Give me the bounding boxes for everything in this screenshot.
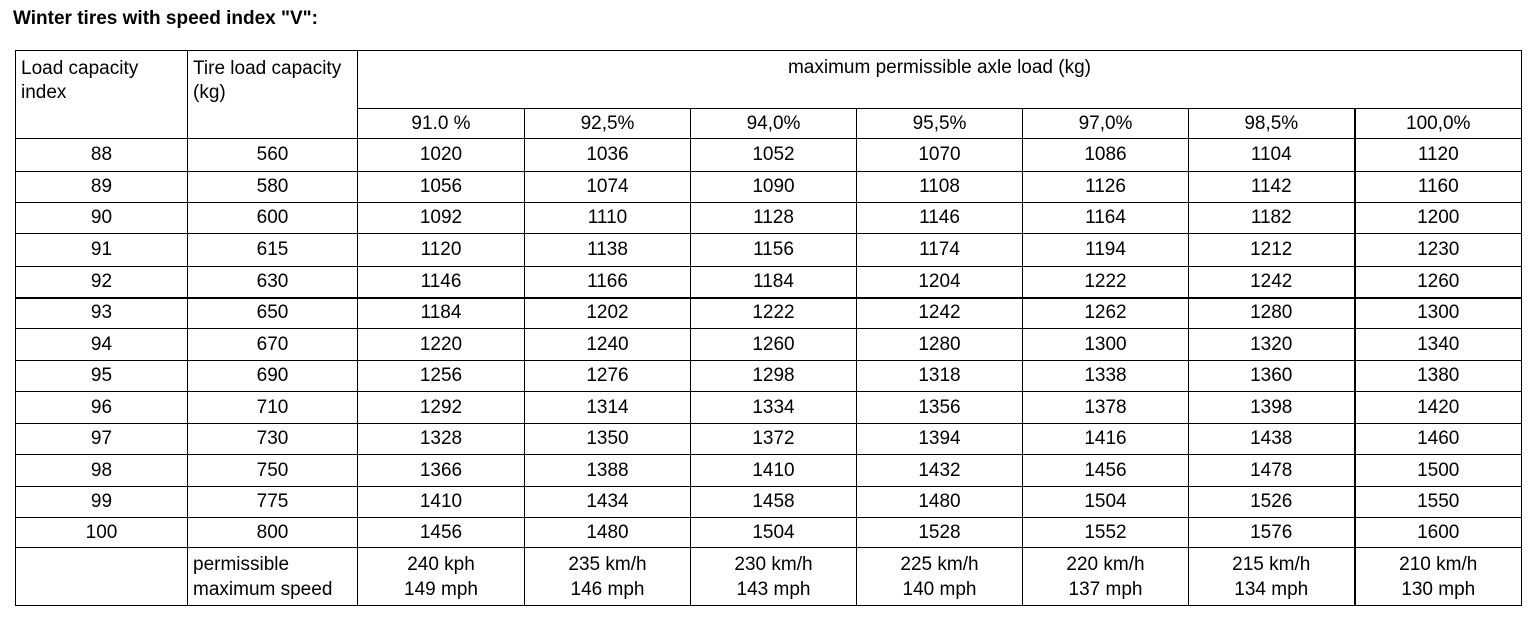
axle-load-cell: 1504 [691,518,857,548]
load-index-cell: 89 [16,172,188,203]
load-index-cell: 91 [16,234,188,267]
axle-load-cell: 1194 [1023,234,1189,267]
axle-load-cell: 1320 [1189,329,1355,361]
axle-load-cell: 1366 [358,455,525,487]
axle-load-cell: 1550 [1355,487,1522,518]
speed-mph: 146 mph [570,578,645,600]
table-row [16,361,1522,392]
table-row [16,424,1522,455]
axle-load-cell: 1052 [691,139,857,172]
axle-load-cell: 1160 [1355,172,1522,203]
speed-cell [1023,548,1189,606]
axle-load-cell: 1126 [1023,172,1189,203]
axle-load-cell: 1036 [525,139,691,172]
load-index-cell: 99 [16,487,188,518]
axle-load-cell: 1438 [1189,424,1355,455]
axle-load-cell: 1500 [1355,455,1522,487]
axle-load-cell: 1256 [358,361,525,392]
axle-load-cell: 1410 [358,487,525,518]
axle-load-cell: 1146 [857,203,1023,234]
axle-load-cell: 1090 [691,172,857,203]
axle-load-cell: 1020 [358,139,525,172]
load-index-cell: 88 [16,139,188,172]
axle-load-cell: 1328 [358,424,525,455]
tire-capacity-cell: 710 [188,392,358,424]
speed-cell [1189,548,1355,606]
axle-load-cell: 1410 [691,455,857,487]
load-index-cell: 90 [16,203,188,234]
axle-load-cell: 1300 [1355,298,1522,329]
axle-load-cell: 1200 [1355,203,1522,234]
axle-load-cell: 1420 [1355,392,1522,424]
speed-kmh: 220 km/h [1066,553,1145,575]
axle-load-cell: 1552 [1023,518,1189,548]
axle-load-cell: 1074 [525,172,691,203]
axle-load-cell: 1318 [857,361,1023,392]
table-row [16,234,1522,267]
axle-load-cell: 1300 [1023,329,1189,361]
header-percent: 97,0% [1023,109,1189,139]
axle-load-cell: 1260 [1355,267,1522,298]
speed-mph: 134 mph [1234,578,1309,600]
axle-load-cell: 1280 [857,329,1023,361]
speed-kmh: 230 km/h [734,553,813,575]
axle-load-cell: 1146 [358,267,525,298]
empty-cell [16,548,188,606]
axle-load-cell: 1204 [857,267,1023,298]
tire-capacity-cell: 630 [188,267,358,298]
header-percent: 91.0 % [358,109,525,139]
axle-load-cell: 1240 [525,329,691,361]
axle-load-cell: 1108 [857,172,1023,203]
axle-load-cell: 1182 [1189,203,1355,234]
header-load-capacity-index: Load capacity index [16,51,188,139]
tire-capacity-cell: 600 [188,203,358,234]
load-index-cell: 93 [16,298,188,329]
axle-load-cell: 1086 [1023,139,1189,172]
axle-load-cell: 1314 [525,392,691,424]
axle-load-table [15,50,1522,606]
axle-load-cell: 1276 [525,361,691,392]
axle-load-cell: 1070 [857,139,1023,172]
axle-load-cell: 1110 [525,203,691,234]
axle-load-cell: 1456 [1023,455,1189,487]
axle-load-cell: 1340 [1355,329,1522,361]
axle-load-cell: 1360 [1189,361,1355,392]
axle-load-cell: 1460 [1355,424,1522,455]
header-percent: 100,0% [1355,109,1522,139]
speed-kmh: 210 km/h [1399,553,1478,575]
speed-cell [358,548,525,606]
table-row [16,518,1522,548]
axle-load-cell: 1434 [525,487,691,518]
axle-load-cell: 1432 [857,455,1023,487]
axle-load-cell: 1156 [691,234,857,267]
axle-load-cell: 1480 [857,487,1023,518]
table-row [16,329,1522,361]
table-row [16,392,1522,424]
axle-load-cell: 1480 [525,518,691,548]
axle-load-cell: 1166 [525,267,691,298]
speed-kmh: 240 kph [407,553,475,575]
axle-load-cell: 1202 [525,298,691,329]
header-percent: 92,5% [525,109,691,139]
axle-load-cell: 1230 [1355,234,1522,267]
axle-load-cell: 1142 [1189,172,1355,203]
table-row [16,455,1522,487]
axle-load-cell: 1164 [1023,203,1189,234]
tire-capacity-cell: 560 [188,139,358,172]
speed-kmh: 215 km/h [1232,553,1311,575]
speed-cell [857,548,1023,606]
axle-load-cell: 1338 [1023,361,1189,392]
axle-load-cell: 1222 [1023,267,1189,298]
axle-load-cell: 1242 [1189,267,1355,298]
axle-load-cell: 1334 [691,392,857,424]
axle-load-cell: 1372 [691,424,857,455]
load-index-cell: 96 [16,392,188,424]
axle-load-cell: 1056 [358,172,525,203]
table-row [16,139,1522,172]
speed-cell [1355,548,1522,606]
table-row [16,203,1522,234]
axle-load-cell: 1292 [358,392,525,424]
tire-capacity-cell: 615 [188,234,358,267]
axle-load-cell: 1528 [857,518,1023,548]
axle-load-cell: 1298 [691,361,857,392]
tire-capacity-cell: 650 [188,298,358,329]
table-row [16,172,1522,203]
axle-load-cell: 1138 [525,234,691,267]
axle-load-cell: 1356 [857,392,1023,424]
load-index-cell: 97 [16,424,188,455]
header-max-axle-load: maximum permissible axle load (kg) [358,51,1522,109]
tire-capacity-cell: 800 [188,518,358,548]
axle-load-cell: 1456 [358,518,525,548]
speed-mph: 137 mph [1068,578,1143,600]
speed-kmh: 225 km/h [900,553,979,575]
speed-row [16,548,1522,606]
table-row [16,267,1522,298]
axle-load-cell: 1398 [1189,392,1355,424]
axle-load-cell: 1242 [857,298,1023,329]
header-percent: 94,0% [691,109,857,139]
axle-load-cell: 1104 [1189,139,1355,172]
axle-load-cell: 1576 [1189,518,1355,548]
axle-load-cell: 1212 [1189,234,1355,267]
axle-load-cell: 1600 [1355,518,1522,548]
speed-mph: 149 mph [404,578,478,600]
axle-load-cell: 1394 [857,424,1023,455]
axle-load-cell: 1184 [358,298,525,329]
axle-load-cell: 1262 [1023,298,1189,329]
axle-load-cell: 1128 [691,203,857,234]
axle-load-cell: 1458 [691,487,857,518]
axle-load-cell: 1120 [358,234,525,267]
axle-load-cell: 1220 [358,329,525,361]
speed-mph: 143 mph [736,578,811,600]
axle-load-cell: 1184 [691,267,857,298]
tire-capacity-cell: 670 [188,329,358,361]
axle-load-cell: 1388 [525,455,691,487]
header-percent: 98,5% [1189,109,1355,139]
axle-load-cell: 1378 [1023,392,1189,424]
load-index-cell: 95 [16,361,188,392]
speed-mph: 130 mph [1401,578,1476,600]
speed-mph: 140 mph [902,578,977,600]
load-index-cell: 100 [16,518,188,548]
tire-capacity-cell: 580 [188,172,358,203]
page-title: Winter tires with speed index "V": [13,8,319,29]
axle-load-cell: 1350 [525,424,691,455]
load-index-cell: 98 [16,455,188,487]
axle-load-cell: 1092 [358,203,525,234]
axle-load-cell: 1526 [1189,487,1355,518]
speed-cell [525,548,691,606]
speed-label-cell [188,548,358,606]
speed-label-text: permissible [193,553,290,575]
tire-capacity-cell: 730 [188,424,358,455]
speed-label-text: maximum speed [193,578,333,600]
load-index-cell: 94 [16,329,188,361]
header-tire-load-capacity: Tire load capacity (kg) [188,51,358,139]
table-row [16,487,1522,518]
axle-load-cell: 1280 [1189,298,1355,329]
axle-load-cell: 1478 [1189,455,1355,487]
load-index-cell: 92 [16,267,188,298]
axle-load-cell: 1222 [691,298,857,329]
tire-capacity-cell: 775 [188,487,358,518]
axle-load-cell: 1416 [1023,424,1189,455]
axle-load-cell: 1380 [1355,361,1522,392]
speed-cell [691,548,857,606]
axle-load-cell: 1174 [857,234,1023,267]
axle-load-cell: 1504 [1023,487,1189,518]
table-row [16,298,1522,329]
tire-capacity-cell: 690 [188,361,358,392]
axle-load-cell: 1120 [1355,139,1522,172]
axle-load-cell: 1260 [691,329,857,361]
tire-capacity-cell: 750 [188,455,358,487]
speed-kmh: 235 km/h [568,553,647,575]
header-percent: 95,5% [857,109,1023,139]
